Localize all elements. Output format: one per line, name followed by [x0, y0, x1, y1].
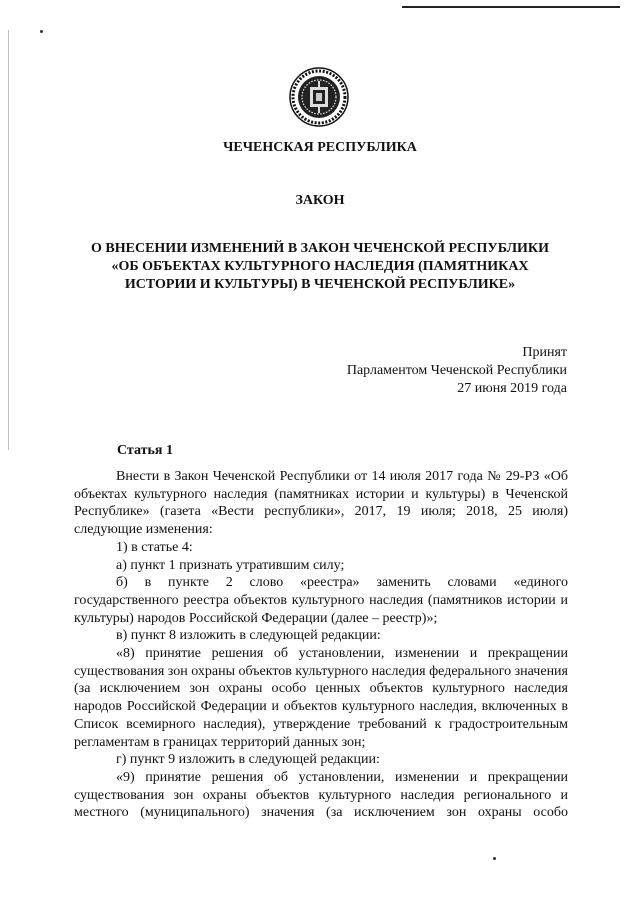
law-title-line: ИСТОРИИ И КУЛЬТУРЫ) В ЧЕЧЕНСКОЙ РЕСПУБЛИКЕ» [124, 277, 516, 292]
article-heading: Статья 1 [117, 443, 173, 458]
paragraph: «9) принятие решения об установлении, изменении и прекращении существования зон охраны объектов культурного наследия регионального и местного (муниципального) значения (за исключением зон охраны особо [74, 769, 568, 821]
scan-speck [40, 30, 43, 33]
adoption-date: 27 июня 2019 года [457, 381, 567, 396]
adoption-label: Принят [522, 345, 567, 360]
adoption-block [347, 344, 567, 398]
paragraph: г) пункт 9 изложить в следующей редакции: [116, 752, 380, 768]
article-body [74, 468, 568, 822]
adoption-body: Парламентом Чеченской Республики [346, 363, 567, 378]
document-type: ЗАКОН [295, 193, 345, 208]
paragraph: «8) принятие решения об установлении, изменении и прекращении существования зон охраны объектов культурного наследия федерального значения (за исключением зон охраны особо ценных объектов культурного наследия народов Российской Федерации и объектов культурного наследия, включенных в Список всемирного наследия), утверждение требований к градостроительным регламентам в границах территорий данных зон; [74, 646, 568, 750]
republic-name: ЧЕЧЕНСКАЯ РЕСПУБЛИКА [223, 140, 417, 155]
scan-border-left [8, 30, 9, 450]
coat-of-arms-emblem [289, 67, 349, 127]
scan-speck [493, 857, 496, 860]
law-title-line: О ВНЕСЕНИИ ИЗМЕНЕНИЙ В ЗАКОН ЧЕЧЕНСКОЙ РЕСПУБЛИКИ [91, 241, 549, 256]
paragraph: б) в пункте 2 слово «реестра» заменить словами «единого государственного реестра объектов культурного наследия (памятников истории и культуры) народов Российской Федерации (далее – реестр)»; [74, 575, 568, 626]
law-title [60, 240, 580, 294]
paragraph: Внести в Закон Чеченской Республики от 14 июля 2017 года № 29-РЗ «Об объектах культурного наследия (памятниках истории и культуры) в Чеченской Республике» (газета «Вести республики», 2017, 19 июля; 2018, 25 июля) следующие изменения: [74, 469, 568, 538]
scan-border-top [402, 6, 620, 8]
paragraph: а) пункт 1 признать утратившим силу; [116, 557, 345, 573]
law-title-line: «ОБ ОБЪЕКТАХ КУЛЬТУРНОГО НАСЛЕДИЯ (ПАМЯТНИКАХ [111, 259, 529, 274]
paragraph: в) пункт 8 изложить в следующей редакции: [116, 628, 381, 644]
paragraph: 1) в статье 4: [116, 539, 193, 555]
